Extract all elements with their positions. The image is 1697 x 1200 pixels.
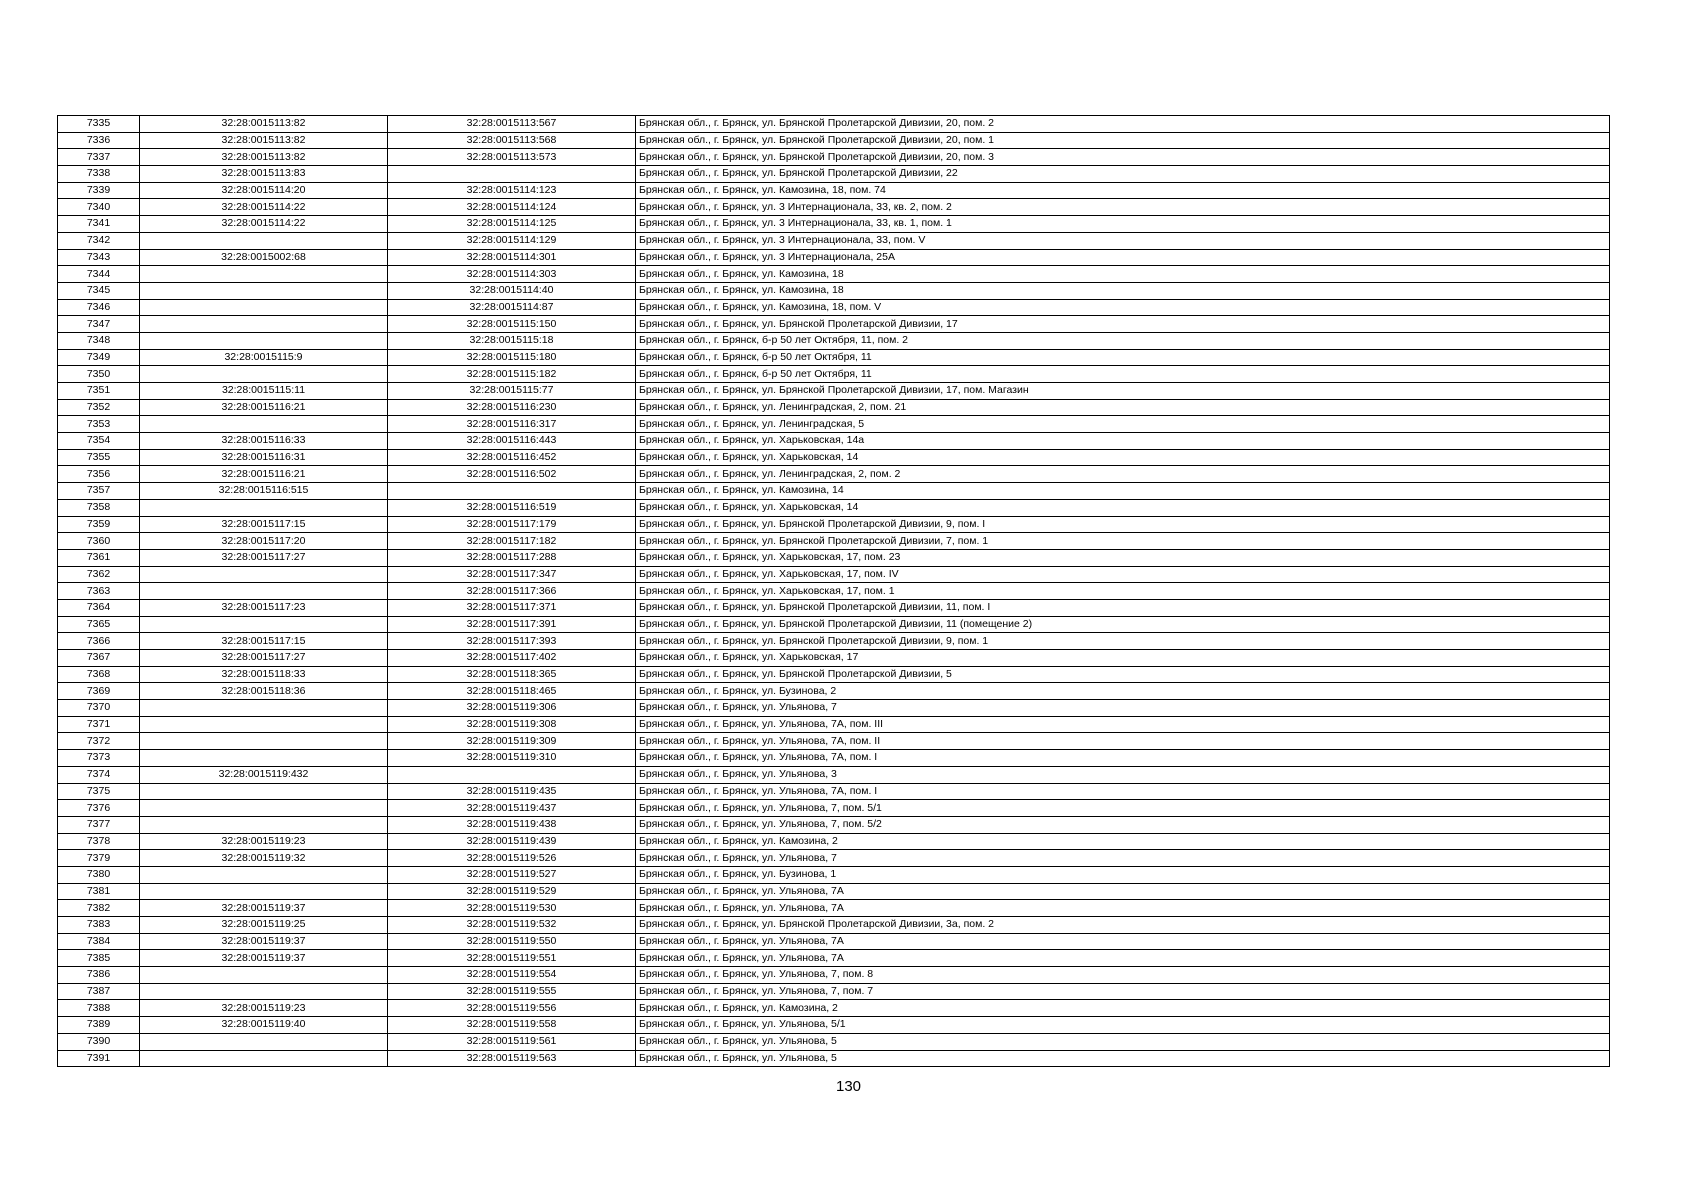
table-row	[58, 800, 1610, 817]
row-number-cell: 7363	[58, 583, 140, 600]
object-number-cell: 32:28:0015115:150	[388, 316, 636, 333]
object-number-cell: 32:28:0015119:526	[388, 850, 636, 867]
row-number-cell: 7376	[58, 800, 140, 817]
land-parcel-number-cell	[140, 282, 388, 299]
address-cell: Брянская обл., г. Брянск, ул. Камозина, 2	[636, 833, 1610, 850]
object-number-cell	[388, 483, 636, 500]
land-parcel-number-cell	[140, 883, 388, 900]
table-row	[58, 950, 1610, 967]
table-row	[58, 983, 1610, 1000]
object-number-cell: 32:28:0015117:366	[388, 583, 636, 600]
row-number-cell: 7369	[58, 683, 140, 700]
table-row	[58, 783, 1610, 800]
address-cell: Брянская обл., г. Брянск, ул. Ульянова, 7, пом. 7	[636, 983, 1610, 1000]
row-number-cell: 7389	[58, 1017, 140, 1034]
row-number-cell: 7380	[58, 866, 140, 883]
land-parcel-number-cell: 32:28:0015114:22	[140, 216, 388, 233]
object-number-cell: 32:28:0015114:40	[388, 282, 636, 299]
row-number-cell: 7385	[58, 950, 140, 967]
row-number-cell: 7377	[58, 816, 140, 833]
address-cell: Брянская обл., г. Брянск, ул. Брянской Пролетарской Дивизии, 17, пом. Магазин	[636, 383, 1610, 400]
object-number-cell: 32:28:0015119:561	[388, 1033, 636, 1050]
object-number-cell: 32:28:0015113:573	[388, 149, 636, 166]
row-number-cell: 7345	[58, 282, 140, 299]
land-parcel-number-cell	[140, 783, 388, 800]
address-cell: Брянская обл., г. Брянск, ул. Ульянова, 7А, пом. III	[636, 716, 1610, 733]
object-number-cell: 32:28:0015117:179	[388, 516, 636, 533]
address-cell: Брянская обл., г. Брянск, ул. Ульянова, 7А, пом. II	[636, 733, 1610, 750]
object-number-cell: 32:28:0015117:393	[388, 633, 636, 650]
land-parcel-number-cell	[140, 266, 388, 283]
land-parcel-number-cell: 32:28:0015119:37	[140, 933, 388, 950]
address-cell: Брянская обл., г. Брянск, ул. Ленинградская, 5	[636, 416, 1610, 433]
land-parcel-number-cell	[140, 733, 388, 750]
table-row	[58, 599, 1610, 616]
address-cell: Брянская обл., г. Брянск, ул. Харьковская, 17, пом. 1	[636, 583, 1610, 600]
table-row	[58, 433, 1610, 450]
object-number-cell: 32:28:0015119:529	[388, 883, 636, 900]
land-parcel-number-cell: 32:28:0015118:36	[140, 683, 388, 700]
table-row	[58, 216, 1610, 233]
row-number-cell: 7352	[58, 399, 140, 416]
land-parcel-number-cell	[140, 967, 388, 984]
address-cell: Брянская обл., г. Брянск, ул. Ульянова, 7А, пом. I	[636, 783, 1610, 800]
address-cell: Брянская обл., г. Брянск, ул. Ульянова, 7А, пом. I	[636, 750, 1610, 767]
object-number-cell: 32:28:0015118:365	[388, 666, 636, 683]
row-number-cell: 7362	[58, 566, 140, 583]
object-number-cell: 32:28:0015116:502	[388, 466, 636, 483]
address-cell: Брянская обл., г. Брянск, ул. Брянской Пролетарской Дивизии, 20, пом. 1	[636, 132, 1610, 149]
address-cell: Брянская обл., г. Брянск, ул. Ульянова, 7А	[636, 883, 1610, 900]
address-cell: Брянская обл., г. Брянск, ул. Брянской Пролетарской Дивизии, 9, пом. 1	[636, 633, 1610, 650]
object-number-cell: 32:28:0015117:402	[388, 650, 636, 667]
object-number-cell: 32:28:0015117:288	[388, 549, 636, 566]
land-parcel-number-cell: 32:28:0015113:83	[140, 166, 388, 183]
table-row	[58, 282, 1610, 299]
object-number-cell: 32:28:0015118:465	[388, 683, 636, 700]
table-row	[58, 850, 1610, 867]
table-row	[58, 766, 1610, 783]
address-cell: Брянская обл., г. Брянск, ул. 3 Интернационала, 33, пом. V	[636, 232, 1610, 249]
land-parcel-number-cell	[140, 983, 388, 1000]
row-number-cell: 7391	[58, 1050, 140, 1067]
row-number-cell: 7368	[58, 666, 140, 683]
object-number-cell: 32:28:0015119:532	[388, 917, 636, 934]
object-number-cell: 32:28:0015119:554	[388, 967, 636, 984]
object-number-cell: 32:28:0015119:530	[388, 900, 636, 917]
object-number-cell: 32:28:0015119:550	[388, 933, 636, 950]
row-number-cell: 7346	[58, 299, 140, 316]
address-cell: Брянская обл., г. Брянск, ул. Камозина, 2	[636, 1000, 1610, 1017]
address-cell: Брянская обл., г. Брянск, ул. Харьковская, 17	[636, 650, 1610, 667]
land-parcel-number-cell: 32:28:0015119:432	[140, 766, 388, 783]
table-row	[58, 700, 1610, 717]
address-cell: Брянская обл., г. Брянск, ул. Ульянова, 5/1	[636, 1017, 1610, 1034]
object-number-cell: 32:28:0015114:303	[388, 266, 636, 283]
table-row	[58, 316, 1610, 333]
object-number-cell: 32:28:0015114:129	[388, 232, 636, 249]
land-parcel-number-cell: 32:28:0015115:11	[140, 383, 388, 400]
table-row	[58, 1050, 1610, 1067]
address-cell: Брянская обл., г. Брянск, ул. Камозина, 14	[636, 483, 1610, 500]
object-number-cell	[388, 766, 636, 783]
table-row	[58, 716, 1610, 733]
object-number-cell: 32:28:0015117:371	[388, 599, 636, 616]
object-number-cell: 32:28:0015119:308	[388, 716, 636, 733]
land-parcel-number-cell	[140, 866, 388, 883]
row-number-cell: 7359	[58, 516, 140, 533]
land-parcel-number-cell: 32:28:0015119:25	[140, 917, 388, 934]
land-parcel-number-cell: 32:28:0015116:21	[140, 466, 388, 483]
land-parcel-number-cell	[140, 499, 388, 516]
land-parcel-number-cell	[140, 750, 388, 767]
object-number-cell: 32:28:0015117:347	[388, 566, 636, 583]
row-number-cell: 7360	[58, 533, 140, 550]
row-number-cell: 7367	[58, 650, 140, 667]
row-number-cell: 7353	[58, 416, 140, 433]
land-parcel-number-cell	[140, 416, 388, 433]
land-parcel-number-cell: 32:28:0015119:32	[140, 850, 388, 867]
row-number-cell: 7354	[58, 433, 140, 450]
land-parcel-number-cell	[140, 800, 388, 817]
object-number-cell: 32:28:0015119:437	[388, 800, 636, 817]
table-row	[58, 1000, 1610, 1017]
row-number-cell: 7371	[58, 716, 140, 733]
address-cell: Брянская обл., г. Брянск, ул. Ульянова, 5	[636, 1033, 1610, 1050]
table-row	[58, 650, 1610, 667]
land-parcel-number-cell: 32:28:0015117:15	[140, 516, 388, 533]
land-parcel-number-cell: 32:28:0015119:23	[140, 1000, 388, 1017]
row-number-cell: 7342	[58, 232, 140, 249]
land-parcel-number-cell	[140, 583, 388, 600]
address-cell: Брянская обл., г. Брянск, ул. Бузинова, 2	[636, 683, 1610, 700]
table-row	[58, 466, 1610, 483]
land-parcel-number-cell: 32:28:0015113:82	[140, 132, 388, 149]
table-row	[58, 683, 1610, 700]
address-cell: Брянская обл., г. Брянск, ул. Ульянова, 7А	[636, 933, 1610, 950]
address-cell: Брянская обл., г. Брянск, ул. Брянской Пролетарской Дивизии, 7, пом. 1	[636, 533, 1610, 550]
table-row	[58, 733, 1610, 750]
land-parcel-number-cell: 32:28:0015113:82	[140, 149, 388, 166]
row-number-cell: 7370	[58, 700, 140, 717]
row-number-cell: 7373	[58, 750, 140, 767]
table-row	[58, 883, 1610, 900]
row-number-cell: 7347	[58, 316, 140, 333]
table-row	[58, 449, 1610, 466]
table-row	[58, 383, 1610, 400]
address-cell: Брянская обл., г. Брянск, ул. Ульянова, 7	[636, 850, 1610, 867]
address-cell: Брянская обл., г. Брянск, ул. Брянской Пролетарской Дивизии, 5	[636, 666, 1610, 683]
address-cell: Брянская обл., г. Брянск, б-р 50 лет Октября, 11, пом. 2	[636, 332, 1610, 349]
address-cell: Брянская обл., г. Брянск, ул. Брянской Пролетарской Дивизии, 20, пом. 3	[636, 149, 1610, 166]
address-cell: Брянская обл., г. Брянск, ул. Брянской Пролетарской Дивизии, 20, пом. 2	[636, 116, 1610, 133]
land-parcel-number-cell: 32:28:0015118:33	[140, 666, 388, 683]
object-number-cell: 32:28:0015113:567	[388, 116, 636, 133]
table-row	[58, 483, 1610, 500]
table-row	[58, 416, 1610, 433]
row-number-cell: 7375	[58, 783, 140, 800]
row-number-cell: 7381	[58, 883, 140, 900]
object-number-cell: 32:28:0015115:180	[388, 349, 636, 366]
row-number-cell: 7343	[58, 249, 140, 266]
row-number-cell: 7378	[58, 833, 140, 850]
land-parcel-number-cell: 32:28:0015117:15	[140, 633, 388, 650]
row-number-cell: 7357	[58, 483, 140, 500]
land-parcel-number-cell	[140, 299, 388, 316]
address-cell: Брянская обл., г. Брянск, ул. Ульянова, 3	[636, 766, 1610, 783]
object-number-cell: 32:28:0015119:558	[388, 1017, 636, 1034]
row-number-cell: 7335	[58, 116, 140, 133]
row-number-cell: 7350	[58, 366, 140, 383]
row-number-cell: 7338	[58, 166, 140, 183]
land-parcel-number-cell	[140, 332, 388, 349]
table-row	[58, 249, 1610, 266]
row-number-cell: 7344	[58, 266, 140, 283]
table-row	[58, 967, 1610, 984]
table-row	[58, 583, 1610, 600]
row-number-cell: 7387	[58, 983, 140, 1000]
row-number-cell: 7341	[58, 216, 140, 233]
land-parcel-number-cell: 32:28:0015117:27	[140, 650, 388, 667]
land-parcel-number-cell	[140, 366, 388, 383]
table-row	[58, 399, 1610, 416]
object-number-cell: 32:28:0015116:452	[388, 449, 636, 466]
land-parcel-number-cell: 32:28:0015116:31	[140, 449, 388, 466]
object-number-cell: 32:28:0015116:519	[388, 499, 636, 516]
row-number-cell: 7351	[58, 383, 140, 400]
address-cell: Брянская обл., г. Брянск, ул. Ульянова, 7, пом. 5/1	[636, 800, 1610, 817]
table-row	[58, 833, 1610, 850]
land-parcel-number-cell: 32:28:0015002:68	[140, 249, 388, 266]
address-cell: Брянская обл., г. Брянск, ул. Брянской Пролетарской Дивизии, 9, пом. I	[636, 516, 1610, 533]
address-cell: Брянская обл., г. Брянск, ул. Ульянова, 7А	[636, 900, 1610, 917]
table-row	[58, 332, 1610, 349]
object-number-cell: 32:28:0015114:125	[388, 216, 636, 233]
address-cell: Брянская обл., г. Брянск, ул. Камозина, 18, пом. V	[636, 299, 1610, 316]
table-row	[58, 866, 1610, 883]
address-cell: Брянская обл., г. Брянск, ул. Ульянова, 7, пом. 5/2	[636, 816, 1610, 833]
row-number-cell: 7337	[58, 149, 140, 166]
land-parcel-number-cell: 32:28:0015117:20	[140, 533, 388, 550]
object-number-cell: 32:28:0015119:527	[388, 866, 636, 883]
row-number-cell: 7379	[58, 850, 140, 867]
land-parcel-number-cell: 32:28:0015119:23	[140, 833, 388, 850]
address-cell: Брянская обл., г. Брянск, ул. Ленинградская, 2, пом. 21	[636, 399, 1610, 416]
object-number-cell: 32:28:0015119:556	[388, 1000, 636, 1017]
object-number-cell: 32:28:0015119:555	[388, 983, 636, 1000]
row-number-cell: 7361	[58, 549, 140, 566]
object-number-cell: 32:28:0015115:77	[388, 383, 636, 400]
page-number: 130	[835, 1078, 862, 1095]
table-row	[58, 1017, 1610, 1034]
table-row	[58, 616, 1610, 633]
land-parcel-number-cell	[140, 566, 388, 583]
table-row	[58, 917, 1610, 934]
table-row	[58, 349, 1610, 366]
object-number-cell: 32:28:0015114:301	[388, 249, 636, 266]
row-number-cell: 7356	[58, 466, 140, 483]
row-number-cell: 7372	[58, 733, 140, 750]
address-cell: Брянская обл., г. Брянск, ул. Камозина, 18, пом. 74	[636, 182, 1610, 199]
object-number-cell: 32:28:0015119:563	[388, 1050, 636, 1067]
row-number-cell: 7364	[58, 599, 140, 616]
table-row	[58, 933, 1610, 950]
row-number-cell: 7383	[58, 917, 140, 934]
address-cell: Брянская обл., г. Брянск, ул. Ульянова, 5	[636, 1050, 1610, 1067]
table-row	[58, 199, 1610, 216]
land-parcel-number-cell: 32:28:0015116:33	[140, 433, 388, 450]
address-cell: Брянская обл., г. Брянск, ул. Харьковская, 17, пом. 23	[636, 549, 1610, 566]
row-number-cell: 7366	[58, 633, 140, 650]
land-parcel-number-cell	[140, 700, 388, 717]
table-row	[58, 116, 1610, 133]
land-parcel-number-cell: 32:28:0015117:23	[140, 599, 388, 616]
address-cell: Брянская обл., г. Брянск, ул. Бузинова, 1	[636, 866, 1610, 883]
address-cell: Брянская обл., г. Брянск, ул. 3 Интернационала, 25А	[636, 249, 1610, 266]
table-row	[58, 1033, 1610, 1050]
object-number-cell: 32:28:0015119:435	[388, 783, 636, 800]
land-parcel-number-cell: 32:28:0015119:37	[140, 900, 388, 917]
address-cell: Брянская обл., г. Брянск, ул. Брянской Пролетарской Дивизии, 11 (помещение 2)	[636, 616, 1610, 633]
object-number-cell: 32:28:0015113:568	[388, 132, 636, 149]
object-number-cell: 32:28:0015117:391	[388, 616, 636, 633]
address-cell: Брянская обл., г. Брянск, ул. Харьковская, 14	[636, 449, 1610, 466]
address-cell: Брянская обл., г. Брянск, ул. Камозина, 18	[636, 282, 1610, 299]
table-row	[58, 633, 1610, 650]
object-number-cell	[388, 166, 636, 183]
row-number-cell: 7348	[58, 332, 140, 349]
table-row	[58, 900, 1610, 917]
land-parcel-number-cell: 32:28:0015114:20	[140, 182, 388, 199]
row-number-cell: 7386	[58, 967, 140, 984]
table-row	[58, 499, 1610, 516]
land-parcel-number-cell	[140, 316, 388, 333]
land-parcel-number-cell: 32:28:0015114:22	[140, 199, 388, 216]
object-number-cell: 32:28:0015119:310	[388, 750, 636, 767]
object-number-cell: 32:28:0015115:182	[388, 366, 636, 383]
object-number-cell: 32:28:0015114:87	[388, 299, 636, 316]
address-cell: Брянская обл., г. Брянск, ул. Брянской Пролетарской Дивизии, 22	[636, 166, 1610, 183]
address-cell: Брянская обл., г. Брянск, ул. Ульянова, 7	[636, 700, 1610, 717]
land-parcel-number-cell: 32:28:0015115:9	[140, 349, 388, 366]
land-parcel-number-cell: 32:28:0015117:27	[140, 549, 388, 566]
table-row	[58, 166, 1610, 183]
table-row	[58, 366, 1610, 383]
row-number-cell: 7390	[58, 1033, 140, 1050]
object-number-cell: 32:28:0015116:230	[388, 399, 636, 416]
table-row	[58, 149, 1610, 166]
table-row	[58, 533, 1610, 550]
object-number-cell: 32:28:0015119:309	[388, 733, 636, 750]
table-row	[58, 232, 1610, 249]
row-number-cell: 7384	[58, 933, 140, 950]
row-number-cell: 7365	[58, 616, 140, 633]
row-number-cell: 7355	[58, 449, 140, 466]
address-cell: Брянская обл., г. Брянск, ул. Камозина, 18	[636, 266, 1610, 283]
address-cell: Брянская обл., г. Брянск, ул. Брянской Пролетарской Дивизии, 11, пом. I	[636, 599, 1610, 616]
address-cell: Брянская обл., г. Брянск, ул. Брянской Пролетарской Дивизии, 17	[636, 316, 1610, 333]
object-number-cell: 32:28:0015114:124	[388, 199, 636, 216]
land-parcel-number-cell	[140, 1050, 388, 1067]
table-row	[58, 566, 1610, 583]
land-parcel-number-cell	[140, 816, 388, 833]
table-row	[58, 182, 1610, 199]
table-row	[58, 299, 1610, 316]
table-row	[58, 816, 1610, 833]
address-cell: Брянская обл., г. Брянск, б-р 50 лет Октября, 11	[636, 349, 1610, 366]
object-number-cell: 32:28:0015119:439	[388, 833, 636, 850]
row-number-cell: 7349	[58, 349, 140, 366]
table-body	[58, 116, 1610, 1067]
table-row	[58, 266, 1610, 283]
object-number-cell: 32:28:0015119:551	[388, 950, 636, 967]
row-number-cell: 7382	[58, 900, 140, 917]
table-row	[58, 549, 1610, 566]
table-row	[58, 132, 1610, 149]
row-number-cell: 7388	[58, 1000, 140, 1017]
row-number-cell: 7340	[58, 199, 140, 216]
address-cell: Брянская обл., г. Брянск, ул. Харьковская, 14	[636, 499, 1610, 516]
table-row	[58, 666, 1610, 683]
address-cell: Брянская обл., г. Брянск, ул. Харьковская, 14а	[636, 433, 1610, 450]
object-number-cell: 32:28:0015119:306	[388, 700, 636, 717]
table-row	[58, 516, 1610, 533]
object-number-cell: 32:28:0015115:18	[388, 332, 636, 349]
address-cell: Брянская обл., г. Брянск, ул. Ульянова, 7, пом. 8	[636, 967, 1610, 984]
object-number-cell: 32:28:0015117:182	[388, 533, 636, 550]
cadastral-table	[57, 115, 1610, 1067]
address-cell: Брянская обл., г. Брянск, ул. 3 Интернационала, 33, кв. 1, пом. 1	[636, 216, 1610, 233]
land-parcel-number-cell	[140, 716, 388, 733]
land-parcel-number-cell	[140, 616, 388, 633]
table-row	[58, 750, 1610, 767]
object-number-cell: 32:28:0015116:317	[388, 416, 636, 433]
object-number-cell: 32:28:0015119:438	[388, 816, 636, 833]
land-parcel-number-cell	[140, 232, 388, 249]
address-cell: Брянская обл., г. Брянск, б-р 50 лет Октября, 11	[636, 366, 1610, 383]
address-cell: Брянская обл., г. Брянск, ул. Брянской Пролетарской Дивизии, 3а, пом. 2	[636, 917, 1610, 934]
row-number-cell: 7374	[58, 766, 140, 783]
land-parcel-number-cell: 32:28:0015119:40	[140, 1017, 388, 1034]
land-parcel-number-cell	[140, 1033, 388, 1050]
address-cell: Брянская обл., г. Брянск, ул. 3 Интернационала, 33, кв. 2, пом. 2	[636, 199, 1610, 216]
land-parcel-number-cell: 32:28:0015116:21	[140, 399, 388, 416]
address-cell: Брянская обл., г. Брянск, ул. Ульянова, 7А	[636, 950, 1610, 967]
land-parcel-number-cell: 32:28:0015119:37	[140, 950, 388, 967]
row-number-cell: 7336	[58, 132, 140, 149]
row-number-cell: 7358	[58, 499, 140, 516]
land-parcel-number-cell: 32:28:0015116:515	[140, 483, 388, 500]
address-cell: Брянская обл., г. Брянск, ул. Харьковская, 17, пом. IV	[636, 566, 1610, 583]
land-parcel-number-cell: 32:28:0015113:82	[140, 116, 388, 133]
address-cell: Брянская обл., г. Брянск, ул. Ленинградская, 2, пом. 2	[636, 466, 1610, 483]
row-number-cell: 7339	[58, 182, 140, 199]
object-number-cell: 32:28:0015116:443	[388, 433, 636, 450]
object-number-cell: 32:28:0015114:123	[388, 182, 636, 199]
